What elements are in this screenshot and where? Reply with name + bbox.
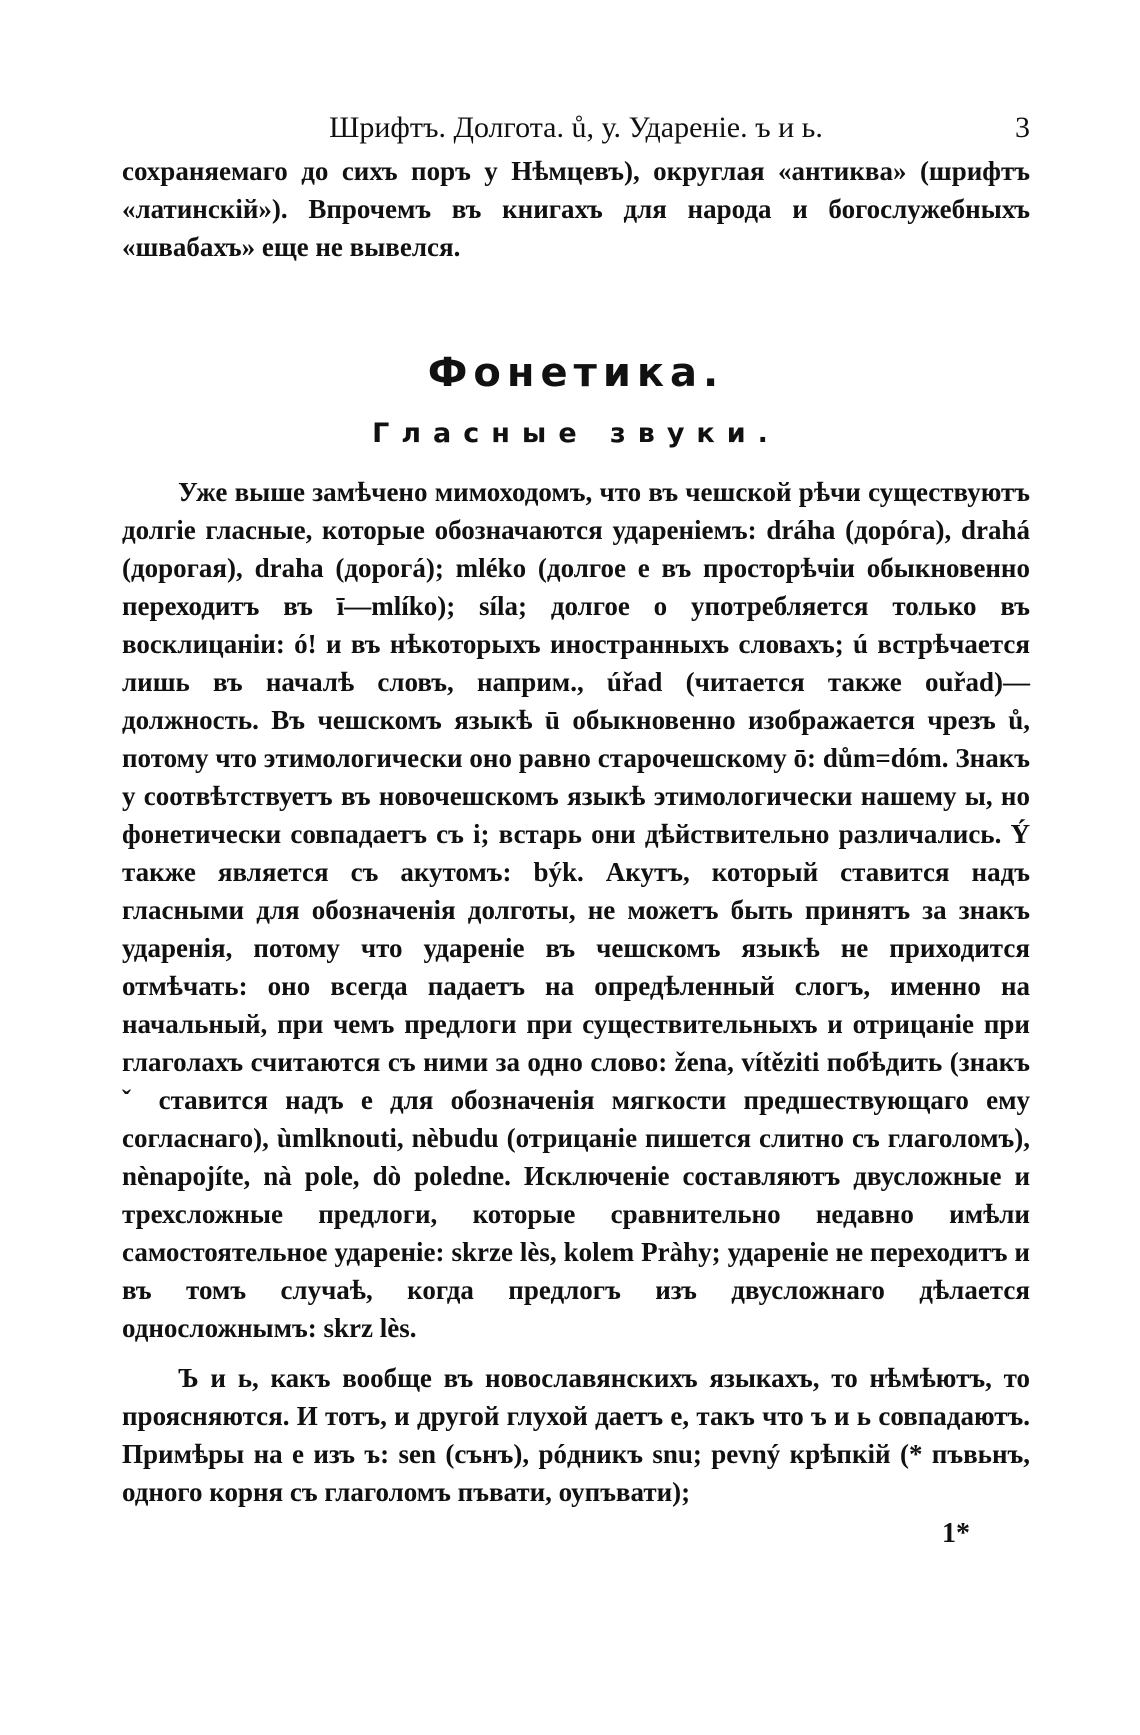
signature-mark: 1*: [942, 1518, 970, 1549]
paragraph-intro: сохраняемаго до сихъ поръ у Нѣмцевъ), округлая «антиква» (шрифтъ «латинскій»). Впрочемъ въ книгахъ для народа и богослужебныхъ «швабахъ» еще не вывелся.: [122, 156, 1030, 262]
page-number: 3: [1015, 111, 1030, 144]
paragraph-gap: [122, 1347, 1030, 1359]
subsection-title: Гласные звуки.: [372, 418, 780, 449]
paragraph-vowels: Уже выше замѣчено мимоходомъ, что въ чешской рѣчи существуютъ долгіе гласные, которые обозначаются удареніемъ: dráha (дорóга), drahá (дорогая), draha (дорогá); mléko (долгое е въ просторѣчіи обыкновенно переходитъ въ ī—mlíko); síla; долгое о употребляется только въ восклицаніи: ó! и въ нѣкоторыхъ иностранныхъ словахъ; ú встрѣчается лишь въ началѣ словъ, наприм., úřad (читается также ouřad)—должность. Въ чешскомъ языкѣ ū обыкновенно изображается чрезъ ů, потому что этимологически оно равно старочешскому ō: dům=dóm. Знакъ у соотвѣтствуетъ въ новочешскомъ языкѣ этимологически нашему ы, но фонетически совпадаетъ съ і; встарь они дѣйствительно различались. Ý также является съ акутомъ: býk. Акутъ, который ставится надъ гласными для обозначенія долготы, не можетъ быть принятъ за знакъ ударенія, потому что удареніе въ чешскомъ языкѣ не приходится отмѣчать: оно всегда падаетъ на опредѣленный слогъ, именно на начальный, при чемъ предлоги при существительныхъ и отрицаніе при глаголахъ считаются съ ними за одно слово: žena, vítěziti побѣдить (знакъ ˇ ставится надъ е для обозначенія мягкости предшествующаго ему согласнаго), ùmlknouti, nèbudu (отрицаніе пишется слитно съ глаголомъ), nènapojíte, nà pole, dò poledne. Исключеніе составляютъ двусложные и трехсложные предлоги, которые сравнительно недавно имѣли самостоятельное удареніе: skrze lès, kolem Pràhy; удареніе не переходитъ и въ томъ случаѣ, когда предлогъ изъ двусложнаго дѣлается односложнымъ: skrz lès.: [122, 477, 1030, 1343]
running-head: [122, 108, 1030, 148]
section-title: Фонетика.: [427, 350, 725, 396]
running-head-title: Шрифтъ. Долгота. ů, у. Удареніе. ъ и ь.: [329, 111, 823, 144]
paragraph-yers: Ъ и ь, какъ вообще въ новославянскихъ языкахъ, то нѣмѣютъ, то проясняются. И тотъ, и другой глухой даетъ е, такъ что ъ и ь совпадаютъ. Примѣры на е изъ ъ: sen (сънъ), рóдникъ snu; pevný крѣпкій (* пъвьнъ, одного корня съ глаголомъ пъвати, оупъвати);: [122, 1363, 1030, 1507]
